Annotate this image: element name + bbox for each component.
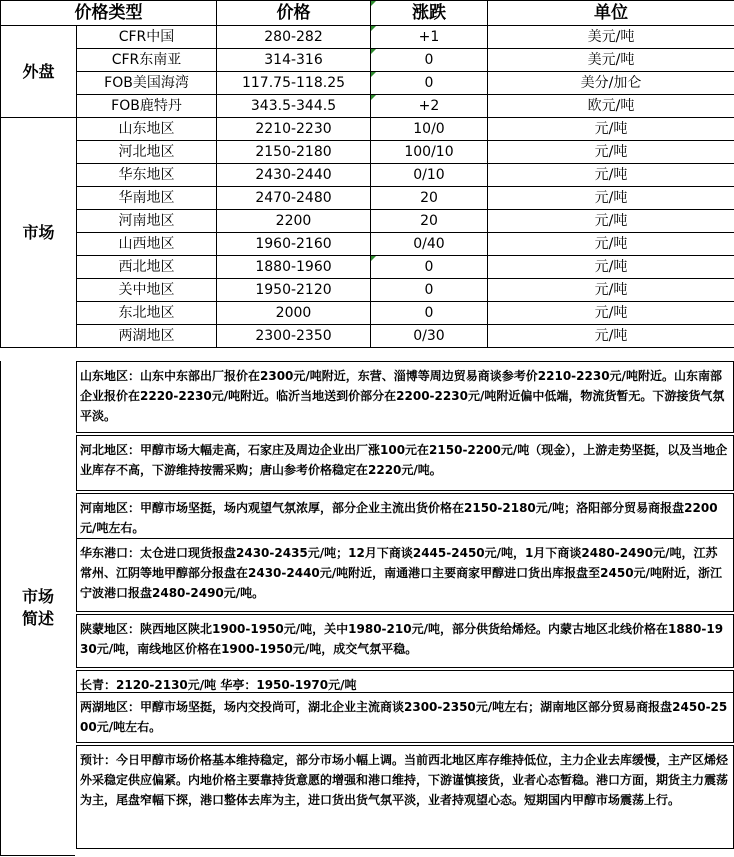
row-unit: 元/吨 [488, 302, 734, 325]
row-name: CFR东南亚 [77, 49, 217, 72]
row-price: 2000 [217, 302, 371, 325]
summary-huadong: 华东港口：太仓进口现货报盘2430-2435元/吨；12月下商谈2445-2450元/吨，1月下商谈2480-2490元/吨，江苏常州、江阴等地甲醇部分报盘在2430-2440元/吨附近，南通港口主要商家甲醇进口货出库报盘至2450元/吨附近，浙江宁波港口报盘2480-2490元/吨。 [76, 539, 734, 612]
row-change: 20 [371, 187, 488, 210]
row-price: 117.75-118.25 [217, 72, 371, 95]
row-name: 西北地区 [77, 256, 217, 279]
row-change: 0/30 [371, 325, 488, 348]
summary-shandong: 山东地区：山东中东部出厂报价在2300元/吨附近，东营、淄博等周边贸易商谈参考价2210-2230元/吨附近。山东南部企业报价在2220-2230元/吨附近。临沂当地送到价部分在2200-2230元/吨附近偏中低端，物流货暂无。下游接货气氛平淡。 [76, 361, 734, 433]
table-row [1, 325, 734, 348]
row-unit: 元/吨 [488, 279, 734, 302]
row-price: 2430-2440 [217, 164, 371, 187]
row-unit: 元/吨 [488, 118, 734, 141]
row-unit: 美分/加仑 [488, 72, 734, 95]
row-unit: 元/吨 [488, 187, 734, 210]
row-unit: 元/吨 [488, 141, 734, 164]
row-name: 东北地区 [77, 302, 217, 325]
row-unit: 美元/吨 [488, 26, 734, 49]
row-unit: 元/吨 [488, 164, 734, 187]
row-price: 1960-2160 [217, 233, 371, 256]
table-row [1, 26, 734, 49]
table-row [1, 210, 734, 233]
row-change: 0 [371, 49, 488, 72]
summary-forecast: 预计：今日甲醇市场价格基本维持稳定，部分市场小幅上调。当前西北地区库存维持低位，主力企业去库缓慢，主产区烯烃外采稳定供应偏紧。内地价格主要靠持货意愿的增强和港口维持，下游谨慎接货，业者心态暂稳。港口方面，期货主力震荡为主，尾盘窄幅下探，港口整体去库为主，进口货出货气氛平淡，业者持观望心态。短期国内甲醇市场震荡上行。 [76, 745, 734, 849]
row-name: FOB鹿特丹 [77, 95, 217, 118]
row-change: 0 [371, 256, 488, 279]
header-price: 价格 [217, 1, 371, 26]
row-price: 2300-2350 [217, 325, 371, 348]
row-unit: 元/吨 [488, 256, 734, 279]
header-change: 涨跌 [371, 1, 488, 26]
row-unit: 元/吨 [488, 210, 734, 233]
group-label-summary-cell [0, 361, 75, 856]
row-price: 1950-2120 [217, 279, 371, 302]
row-name: 河北地区 [77, 141, 217, 164]
summary-hebei: 河北地区：甲醇市场大幅走高，石家庄及周边企业出厂涨100元在2150-2200元/吨（现金），上游走势坚挺，以及当地企业库存不高，下游维持按需采购；唐山参考价格稳定在2220元/吨。 [76, 435, 734, 491]
row-unit: 欧元/吨 [488, 95, 734, 118]
row-price: 343.5-344.5 [217, 95, 371, 118]
row-price: 2470-2480 [217, 187, 371, 210]
table-row [1, 233, 734, 256]
row-price: 2150-2180 [217, 141, 371, 164]
row-name: 关中地区 [77, 279, 217, 302]
table-row [1, 49, 734, 72]
row-change: 0/10 [371, 164, 488, 187]
row-name: 山东地区 [77, 118, 217, 141]
row-change: 0 [371, 302, 488, 325]
row-change: 10/0 [371, 118, 488, 141]
row-name: 山西地区 [77, 233, 217, 256]
table-row [1, 302, 734, 325]
header-type: 价格类型 [1, 1, 217, 26]
row-change: +2 [371, 95, 488, 118]
row-price: 1880-1960 [217, 256, 371, 279]
header-unit: 单位 [488, 1, 734, 26]
row-change: 0/40 [371, 233, 488, 256]
row-change: 0 [371, 279, 488, 302]
row-unit: 美元/吨 [488, 49, 734, 72]
table-row [1, 187, 734, 210]
summary-changqing: 长青：2120-2130元/吨 华亭：1950-1970元/吨 [76, 670, 734, 693]
group-label-market: 市场 [1, 118, 77, 348]
row-unit: 元/吨 [488, 233, 734, 256]
row-name: FOB美国海湾 [77, 72, 217, 95]
summary-lianghu: 两湖地区：甲醇市场坚挺，场内交投尚可，湖北企业主流商谈2300-2350元/吨左右；湖南地区部分贸易商报盘2450-2500元/吨左右。 [76, 693, 734, 743]
summary-henan: 河南地区：甲醇市场坚挺，场内观望气氛浓厚，部分企业主流出货价格在2150-2180元/吨；洛阳部分贸易商报盘2200元/吨左右。 [76, 493, 734, 539]
row-price: 314-316 [217, 49, 371, 72]
row-name: 河南地区 [77, 210, 217, 233]
row-price: 2200 [217, 210, 371, 233]
summary-shaanmeng: 陕蒙地区：陕西地区陕北1900-1950元/吨，关中1980-210元/吨，部分供货给烯烃。内蒙古地区北线价格在1880-1930元/吨，南线地区价格在1900-1950元/吨，成交气氛平稳。 [76, 614, 734, 668]
table-row [1, 256, 734, 279]
table-row [1, 72, 734, 95]
price-table [0, 0, 734, 348]
group-label-external: 外盘 [1, 26, 77, 118]
table-row [1, 279, 734, 302]
row-name: CFR中国 [77, 26, 217, 49]
row-change: 100/10 [371, 141, 488, 164]
row-change: +1 [371, 26, 488, 49]
table-row [1, 118, 734, 141]
row-name: 华南地区 [77, 187, 217, 210]
table-row [1, 164, 734, 187]
row-change: 20 [371, 210, 488, 233]
table-row [1, 141, 734, 164]
row-price: 2210-2230 [217, 118, 371, 141]
header-row [1, 1, 734, 26]
group-label-summary: 市场简述 [21, 587, 54, 628]
row-change: 0 [371, 72, 488, 95]
market-summary [76, 361, 734, 849]
table-row [1, 95, 734, 118]
row-name: 华东地区 [77, 164, 217, 187]
row-price: 280-282 [217, 26, 371, 49]
row-unit: 元/吨 [488, 325, 734, 348]
row-name: 两湖地区 [77, 325, 217, 348]
